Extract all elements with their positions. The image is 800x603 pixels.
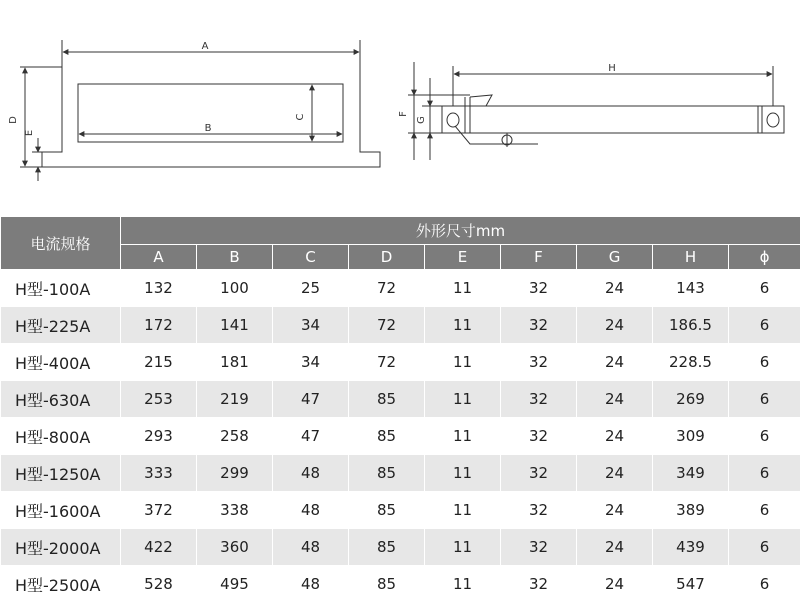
model-cell: H型-2000A (1, 529, 121, 566)
value-cell: 6 (729, 270, 800, 307)
dim-label-f: F (398, 111, 409, 117)
value-cell: 32 (501, 344, 577, 381)
value-cell: 48 (273, 529, 349, 566)
model-cell: H型-225A (1, 307, 121, 344)
value-cell: 85 (349, 418, 425, 455)
value-cell: 24 (577, 418, 653, 455)
dim-label-h: H (608, 63, 616, 74)
table-row (1, 270, 800, 307)
value-cell: 32 (501, 381, 577, 418)
value-cell: 422 (121, 529, 197, 566)
value-cell: 11 (425, 381, 501, 418)
value-cell: 34 (273, 344, 349, 381)
value-cell: 24 (577, 307, 653, 344)
model-cell: H型-400A (1, 344, 121, 381)
value-cell: 253 (121, 381, 197, 418)
value-cell: 172 (121, 307, 197, 344)
value-cell: 85 (349, 529, 425, 566)
hole-left (447, 113, 459, 127)
table-row (1, 307, 800, 344)
front-view (20, 40, 380, 181)
value-cell: 32 (501, 418, 577, 455)
value-cell: 24 (577, 529, 653, 566)
value-cell: 349 (653, 455, 729, 492)
value-cell: 48 (273, 492, 349, 529)
value-cell: 11 (425, 492, 501, 529)
value-cell: 299 (197, 455, 273, 492)
dim-label-b: B (205, 123, 212, 134)
value-cell: 547 (653, 566, 729, 603)
dim-label-a: A (202, 41, 209, 52)
value-cell: 132 (121, 270, 197, 307)
value-cell: 215 (121, 344, 197, 381)
model-cell: H型-800A (1, 418, 121, 455)
value-cell: 32 (501, 492, 577, 529)
value-cell: 6 (729, 307, 800, 344)
technical-drawing (0, 0, 800, 215)
diameter-leader (455, 126, 538, 144)
value-cell: 85 (349, 381, 425, 418)
value-cell: 47 (273, 418, 349, 455)
model-cell: H型-1250A (1, 455, 121, 492)
value-cell: 228.5 (653, 344, 729, 381)
value-cell: 11 (425, 455, 501, 492)
value-cell: 47 (273, 381, 349, 418)
value-cell: 24 (577, 344, 653, 381)
value-cell: 338 (197, 492, 273, 529)
dim-label-c: C (295, 113, 306, 120)
value-cell: 11 (425, 566, 501, 603)
value-cell: 72 (349, 344, 425, 381)
dim-label-e: E (24, 130, 35, 136)
side-bar (442, 106, 784, 133)
model-cell: H型-100A (1, 270, 121, 307)
value-cell: 186.5 (653, 307, 729, 344)
value-cell: 143 (653, 270, 729, 307)
value-cell: 6 (729, 529, 800, 566)
column-header: H (653, 245, 729, 270)
value-cell: 372 (121, 492, 197, 529)
column-header: F (501, 245, 577, 270)
column-header: D (349, 245, 425, 270)
value-cell: 11 (425, 344, 501, 381)
table-row (1, 418, 800, 455)
column-header: ϕ (729, 245, 800, 270)
header-dimensions: 外形尺寸mm (121, 217, 800, 245)
model-cell: H型-1600A (1, 492, 121, 529)
value-cell: 32 (501, 455, 577, 492)
model-cell: H型-2500A (1, 566, 121, 603)
table-row (1, 344, 800, 381)
value-cell: 85 (349, 566, 425, 603)
table-body (1, 270, 800, 603)
value-cell: 48 (273, 566, 349, 603)
dim-label-g: G (416, 116, 427, 124)
dim-label-d: D (8, 116, 19, 124)
value-cell: 6 (729, 344, 800, 381)
value-cell: 360 (197, 529, 273, 566)
value-cell: 439 (653, 529, 729, 566)
dim-label-diameter: Φ (516, 133, 524, 144)
value-cell: 6 (729, 418, 800, 455)
column-header: G (577, 245, 653, 270)
value-cell: 141 (197, 307, 273, 344)
side-view (408, 62, 784, 160)
model-cell: H型-630A (1, 381, 121, 418)
table-row (1, 455, 800, 492)
header-model: 电流规格 (1, 217, 121, 270)
value-cell: 11 (425, 418, 501, 455)
value-cell: 32 (501, 270, 577, 307)
value-cell: 11 (425, 529, 501, 566)
table-row (1, 381, 800, 418)
value-cell: 32 (501, 566, 577, 603)
front-outline (42, 55, 380, 167)
value-cell: 495 (197, 566, 273, 603)
value-cell: 25 (273, 270, 349, 307)
value-cell: 181 (197, 344, 273, 381)
value-cell: 24 (577, 492, 653, 529)
side-flange (470, 95, 492, 106)
table-row (1, 492, 800, 529)
column-header-row (1, 245, 800, 270)
value-cell: 32 (501, 529, 577, 566)
value-cell: 269 (653, 381, 729, 418)
column-header: A (121, 245, 197, 270)
value-cell: 219 (197, 381, 273, 418)
value-cell: 258 (197, 418, 273, 455)
spec-table (0, 216, 800, 603)
value-cell: 32 (501, 307, 577, 344)
value-cell: 24 (577, 270, 653, 307)
value-cell: 309 (653, 418, 729, 455)
value-cell: 528 (121, 566, 197, 603)
value-cell: 6 (729, 492, 800, 529)
value-cell: 6 (729, 566, 800, 603)
column-header: B (197, 245, 273, 270)
value-cell: 6 (729, 455, 800, 492)
value-cell: 48 (273, 455, 349, 492)
value-cell: 333 (121, 455, 197, 492)
value-cell: 11 (425, 270, 501, 307)
value-cell: 293 (121, 418, 197, 455)
value-cell: 100 (197, 270, 273, 307)
value-cell: 24 (577, 381, 653, 418)
value-cell: 6 (729, 381, 800, 418)
value-cell: 85 (349, 492, 425, 529)
value-cell: 72 (349, 270, 425, 307)
value-cell: 72 (349, 307, 425, 344)
value-cell: 85 (349, 455, 425, 492)
value-cell: 24 (577, 455, 653, 492)
value-cell: 24 (577, 566, 653, 603)
column-header: E (425, 245, 501, 270)
column-header: C (273, 245, 349, 270)
table-row (1, 566, 800, 603)
value-cell: 34 (273, 307, 349, 344)
hole-right (767, 113, 779, 127)
table-row (1, 529, 800, 566)
value-cell: 11 (425, 307, 501, 344)
value-cell: 389 (653, 492, 729, 529)
